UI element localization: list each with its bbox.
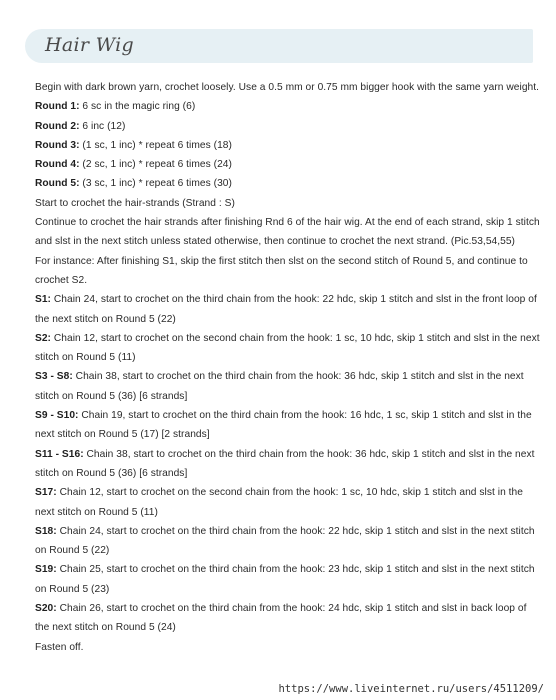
round-label: Round 4: (35, 159, 80, 171)
intro-paragraph: Begin with dark brown yarn, crochet loosely. Use a 0.5 mm or 0.75 mm bigger hook with the same yarn weight. (35, 82, 540, 93)
round-2-line: Round 2: 6 inc (12) (35, 120, 126, 132)
strand-s2-line: S2: Chain 12, start to crochet on the second chain from the hook: 1 sc, 10 hdc, skip 1 stitch and slst in the next stitch on Round 5 (11) (35, 332, 540, 364)
round-label: Round 3: (35, 139, 80, 151)
strand-s3-s8-line: S3 - S8: Chain 38, start to crochet on the third chain from the hook: 36 hdc, skip 1 stitch and slst in the next stitch on Round 5 (36) [6 strands] (35, 371, 524, 402)
strand-s19-line: S19: Chain 25, start to crochet on the third chain from the hook: 23 hdc, skip 1 stitch and slst in the next stitch on Round 5 (23) (35, 564, 535, 595)
section-title: Hair Wig (45, 34, 134, 56)
strand-s9-s10-line: S9 - S10: Chain 19, start to crochet on the third chain from the hook: 16 hdc, 1 sc, skip 1 stitch and slst in the next stitch on Round 5 (17) [2 strands] (35, 410, 532, 441)
instance-paragraph: For instance: After finishing S1, skip the first stitch then slst on the second stitch of Round 5, and continue to crochet S2. (35, 255, 528, 286)
strand-label: S1: (35, 294, 52, 306)
round-label: Round 2: (35, 120, 80, 132)
fasten-off-line: Fasten off. (35, 641, 84, 653)
strand-label: S20: (35, 603, 57, 615)
strand-s20-line: S20: Chain 26, start to crochet on the third chain from the hook: 24 hdc, skip 1 stitch and slst in back loop of the next stitch on Round 5 (24) (35, 603, 527, 634)
strand-label: S3 - S8: (35, 371, 73, 383)
strand-label: S17: (35, 487, 57, 499)
watermark-url: https://www.liveinternet.ru/users/4511209/ (278, 683, 544, 695)
strand-label: S11 - S16: (35, 448, 84, 460)
strand-s1-line: S1: Chain 24, start to crochet on the third chain from the hook: 22 hdc, skip 1 stitch and slst in the front loop of the next stitch on Round 5 (22) (35, 294, 537, 325)
round-4-line: Round 4: (2 sc, 1 inc) * repeat 6 times (24) (35, 159, 232, 171)
strand-s18-line: S18: Chain 24, start to crochet on the third chain from the hook: 22 hdc, skip 1 stitch and slst in the next stitch on Round 5 (22) (35, 525, 535, 557)
strand-label: S19: (35, 564, 57, 576)
strand-label: S18: (35, 525, 57, 537)
pattern-instructions (35, 78, 540, 657)
strand-s17-line: S17: Chain 12, start to crochet on the second chain from the hook: 1 sc, 10 hdc, skip 1 stitch and slst in the next stitch on Round 5 (11) (35, 487, 523, 518)
round-3-line: Round 3: (1 sc, 1 inc) * repeat 6 times (18) (35, 139, 232, 151)
round-1-line: Round 1: 6 sc in the magic ring (6) (35, 101, 196, 113)
strands-intro-line: Start to crochet the hair-strands (Strand : S) (35, 197, 235, 209)
round-label: Round 1: (35, 101, 80, 113)
strand-label: S9 - S10: (35, 410, 79, 422)
round-label: Round 5: (35, 178, 80, 190)
round-5-line: Round 5: (3 sc, 1 inc) * repeat 6 times (30) (35, 178, 232, 190)
strands-slst-line: and slst in the next stitch unless stated otherwise, then continue to crochet the next strand. (Pic.53,54,55) (35, 236, 516, 248)
strand-label: S2: (35, 332, 52, 344)
strands-continue-line: Continue to crochet the hair strands after finishing Rnd 6 of the hair wig. At the end of each strand, skip 1 stitch (35, 217, 540, 229)
strand-s11-s16-line: S11 - S16: Chain 38, start to crochet on the third chain from the hook: 36 hdc, skip 1 stitch and slst in the next stitch on Round 5 (36) [6 strands] (35, 448, 535, 479)
